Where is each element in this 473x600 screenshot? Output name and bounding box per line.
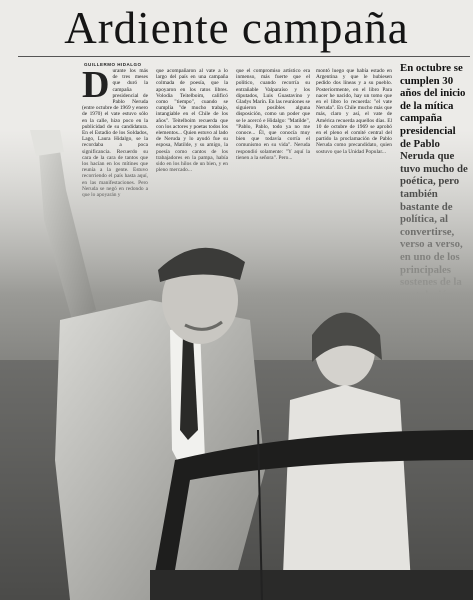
pull-quote: En octubre se cumplen 30 años del inicio de la mítica campaña (400, 62, 466, 125)
headline: Ardiente campaña (64, 3, 409, 53)
article-column-3: que el compromiso artístico era inmenso, más fuerte que el político, cuando recorría su entrañable Valparaíso y los diputados, Luis Guastavino y Gladys Marín. En las reuniones se siguieron posibles alguna disposición, como un poder que se le acercó e Hidalgo: "Matilde", "Pablo, Pablo, todo ya no me (236, 68, 310, 130)
byline: GUILLERMO HIDALGO (84, 62, 142, 67)
photo-illustration (0, 130, 473, 600)
campaign-photo (0, 130, 473, 600)
column-1-text: urante los más de tres meses que duró la campaña presidencial de Pablo Neruda (entre octubre de 1969 y enero de 1970) el vate estuvo sólo en la calle, hizo poco en la publicidad de su candidatura. (82, 68, 148, 130)
headline-rule (18, 56, 470, 57)
woman-jacket (282, 385, 412, 600)
article-column-4: montó luego que había estado en Argentina y que le hubiesen pedido dos líneas y a su pueblo. Posteriormente, en el libro Para nacer he nacido, hay un tomo que en el libro lo recuerda: "el vate Neruda". En Chile mucho más que más, claro y así, el vate de América recuerda aquellos días. El 10 de octubre de 1969 se aprobó (316, 68, 392, 130)
article-column-2: que acompañaron al vate a lo largo del país en una campaña colmada de poesía, que la apoyaron en los ratos libres. Volodia Teitelboim, calificó como "tiempo", cuando se cumplía "de mucho trabajo, intangiable en el Chile de los años". Teitelboim recuerda que con los actores y poetas todos los (156, 68, 228, 130)
drop-cap: D (82, 68, 110, 106)
car-body (150, 570, 473, 600)
